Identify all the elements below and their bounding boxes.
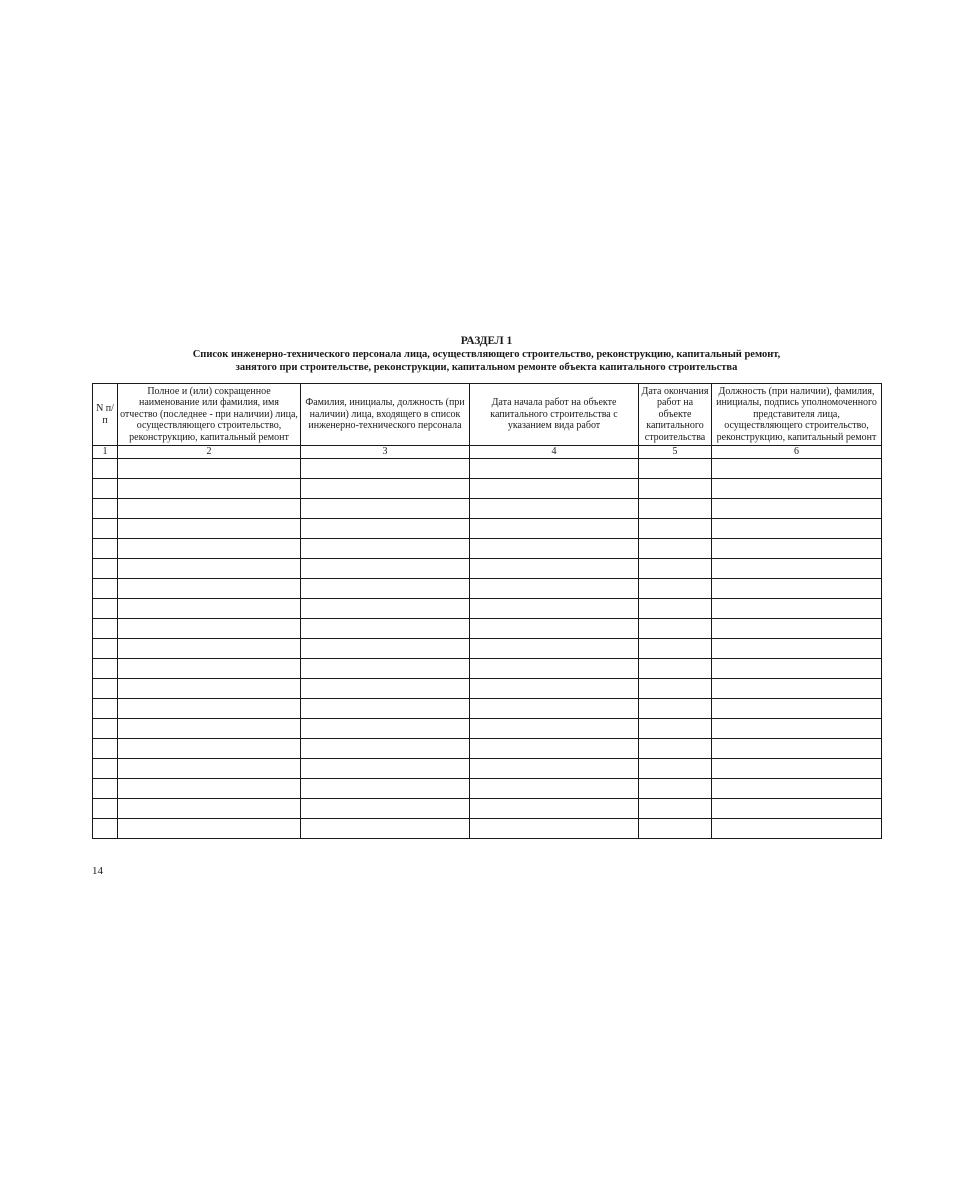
table-cell: [118, 739, 301, 759]
table-row: [93, 459, 882, 479]
table-row: [93, 659, 882, 679]
table-cell: [301, 579, 470, 599]
table-cell: [301, 599, 470, 619]
table-cell: [712, 539, 882, 559]
table-cell: [93, 699, 118, 719]
table-cell: [712, 559, 882, 579]
table-cell: [712, 659, 882, 679]
table-cell: [301, 719, 470, 739]
table-cell: [712, 619, 882, 639]
table-cell: [118, 639, 301, 659]
table-cell: [712, 819, 882, 839]
table-cell: [118, 579, 301, 599]
table-cell: [712, 639, 882, 659]
table-cell: [118, 539, 301, 559]
table-cell: [93, 659, 118, 679]
table-cell: [712, 779, 882, 799]
table-cell: [639, 779, 712, 799]
table-cell: [118, 499, 301, 519]
column-number: 3: [301, 446, 470, 459]
table-cell: [93, 719, 118, 739]
table-cell: [93, 479, 118, 499]
table-cell: [712, 719, 882, 739]
table-cell: [470, 659, 639, 679]
table-cell: [639, 739, 712, 759]
table-cell: [301, 799, 470, 819]
table-row: [93, 619, 882, 639]
table-cell: [301, 659, 470, 679]
table-cell: [93, 579, 118, 599]
table-cell: [639, 659, 712, 679]
table-cell: [93, 539, 118, 559]
table-row: [93, 759, 882, 779]
table-cell: [712, 599, 882, 619]
table-cell: [301, 759, 470, 779]
table-cell: [93, 599, 118, 619]
column-number: 5: [639, 446, 712, 459]
table-cell: [301, 539, 470, 559]
table-cell: [93, 459, 118, 479]
table-cell: [470, 779, 639, 799]
table-cell: [118, 459, 301, 479]
header-cell-start-date: Дата начала работ на объекте капитального строительства с указанием вида работ: [470, 384, 639, 446]
table-cell: [712, 479, 882, 499]
table-cell: [118, 519, 301, 539]
table-cell: [470, 599, 639, 619]
table-cell: [639, 579, 712, 599]
header-cell-representative: Должность (при наличии), фамилия, инициалы, подпись уполномоченного представителя лица, осуществляющего строительство, реконструкцию, капитальный ремонт: [712, 384, 882, 446]
table-cell: [118, 659, 301, 679]
table-row: [93, 739, 882, 759]
table-cell: [93, 779, 118, 799]
table-cell: [93, 499, 118, 519]
table-cell: [93, 619, 118, 639]
table-cell: [712, 519, 882, 539]
table-cell: [118, 599, 301, 619]
table-cell: [470, 619, 639, 639]
table-cell: [470, 639, 639, 659]
table-cell: [301, 479, 470, 499]
table-cell: [118, 799, 301, 819]
table-cell: [639, 639, 712, 659]
subtitle-line-2: занятого при строительстве, реконструкции, капитальном ремонте объекта капитального строительства: [235, 362, 738, 373]
table-cell: [301, 819, 470, 839]
table-cell: [712, 799, 882, 819]
table-row: [93, 719, 882, 739]
table-cell: [639, 599, 712, 619]
table-cell: [118, 719, 301, 739]
table-cell: [639, 459, 712, 479]
table-cell: [118, 699, 301, 719]
table-cell: [470, 579, 639, 599]
table-cell: [301, 559, 470, 579]
table-row: [93, 779, 882, 799]
table-cell: [712, 459, 882, 479]
table-cell: [301, 779, 470, 799]
table-cell: [639, 819, 712, 839]
table-cell: [639, 799, 712, 819]
table-cell: [118, 819, 301, 839]
table-cell: [712, 579, 882, 599]
page-number: 14: [92, 865, 103, 877]
table-cell: [470, 559, 639, 579]
personnel-table: [92, 383, 882, 839]
table-cell: [118, 779, 301, 799]
table-cell: [712, 679, 882, 699]
table-cell: [93, 739, 118, 759]
column-number-row: [93, 446, 882, 459]
table-cell: [639, 559, 712, 579]
table-cell: [639, 759, 712, 779]
table-cell: [93, 759, 118, 779]
table-cell: [639, 679, 712, 699]
table-cell: [712, 699, 882, 719]
table-cell: [118, 679, 301, 699]
table-cell: [470, 679, 639, 699]
table-cell: [118, 479, 301, 499]
header-cell-person: Фамилия, инициалы, должность (при наличии) лица, входящего в список инженерно-технического персонала: [301, 384, 470, 446]
table-cell: [301, 679, 470, 699]
table-cell: [118, 619, 301, 639]
table-cell: [712, 739, 882, 759]
table-row: [93, 519, 882, 539]
table-cell: [93, 639, 118, 659]
header-cell-organization: Полное и (или) сокращенное наименование или фамилия, имя отчество (последнее - при наличии) лица, осуществляющего строительство, реконструкцию, капитальный ремонт: [118, 384, 301, 446]
table-cell: [470, 759, 639, 779]
table-cell: [712, 759, 882, 779]
table-cell: [712, 499, 882, 519]
table-cell: [470, 739, 639, 759]
table-row: [93, 679, 882, 699]
section-title: РАЗДЕЛ 1: [460, 335, 513, 347]
column-number: 1: [93, 446, 118, 459]
table-cell: [118, 559, 301, 579]
table-cell: [470, 479, 639, 499]
table-row: [93, 819, 882, 839]
table-cell: [470, 699, 639, 719]
table-cell: [301, 739, 470, 759]
table-cell: [93, 679, 118, 699]
table-row: [93, 639, 882, 659]
table-cell: [93, 819, 118, 839]
table-cell: [639, 539, 712, 559]
column-number: 4: [470, 446, 639, 459]
table-header-row: [93, 384, 882, 446]
table-row: [93, 799, 882, 819]
table-cell: [470, 499, 639, 519]
table-row: [93, 579, 882, 599]
table-cell: [93, 519, 118, 539]
table-cell: [93, 559, 118, 579]
header-cell-end-date: Дата окончания работ на объекте капитального строительства: [639, 384, 712, 446]
table-body: [93, 459, 882, 839]
table-cell: [470, 539, 639, 559]
table-cell: [639, 699, 712, 719]
table-row: [93, 559, 882, 579]
table-row: [93, 599, 882, 619]
table-cell: [470, 719, 639, 739]
column-number: 2: [118, 446, 301, 459]
table-cell: [639, 519, 712, 539]
table-cell: [301, 619, 470, 639]
document-header: [92, 334, 881, 374]
table-cell: [470, 459, 639, 479]
subtitle-line-1: Список инженерно-технического персонала лица, осуществляющего строительство, реконструкцию, капитальный ремонт,: [192, 349, 781, 360]
table-row: [93, 499, 882, 519]
table-cell: [301, 519, 470, 539]
table-cell: [470, 519, 639, 539]
table-row: [93, 479, 882, 499]
table-row: [93, 699, 882, 719]
table-cell: [93, 799, 118, 819]
column-number: 6: [712, 446, 882, 459]
table-cell: [639, 479, 712, 499]
table-cell: [470, 819, 639, 839]
header-cell-number: N п/п: [93, 384, 118, 446]
table-cell: [301, 499, 470, 519]
table-row: [93, 539, 882, 559]
table-cell: [301, 699, 470, 719]
table-cell: [639, 619, 712, 639]
table-cell: [470, 799, 639, 819]
table-cell: [301, 459, 470, 479]
table-cell: [639, 719, 712, 739]
table-cell: [301, 639, 470, 659]
table-cell: [118, 759, 301, 779]
table-cell: [639, 499, 712, 519]
